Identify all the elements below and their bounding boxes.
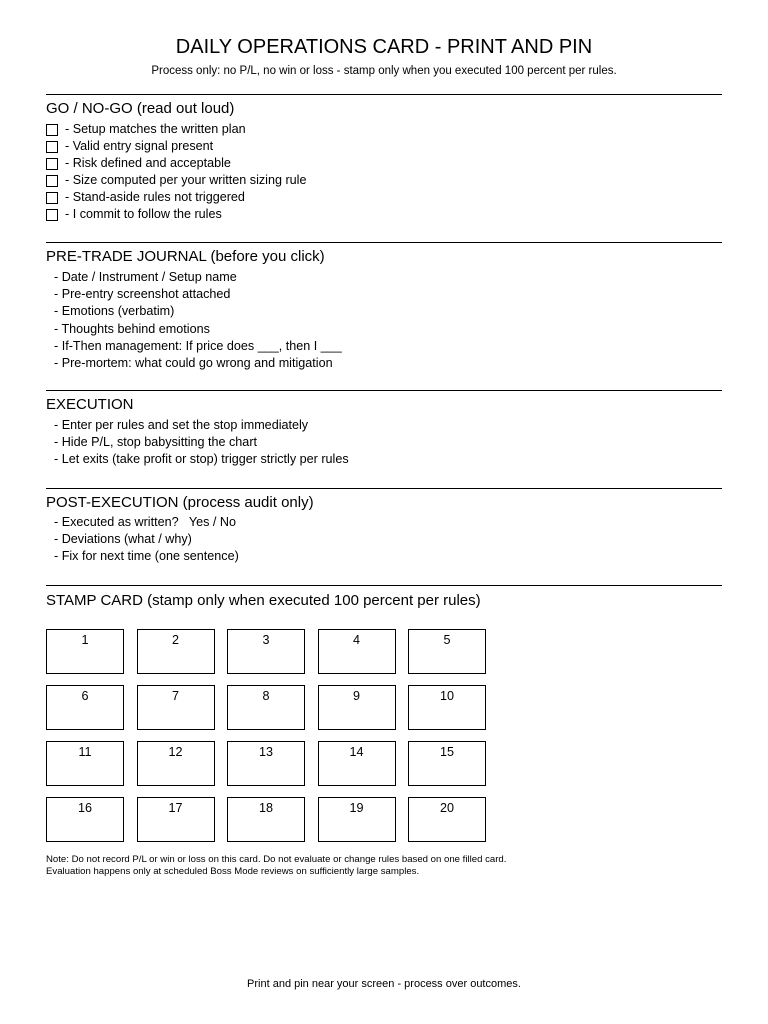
note-line: Note: Do not record P/L or win or loss on this card. Do not evaluate or change rules based on one filled card. bbox=[46, 854, 507, 865]
stamp-box[interactable]: 3 bbox=[227, 629, 305, 674]
stamp-box[interactable]: 9 bbox=[318, 685, 396, 730]
page-title: DAILY OPERATIONS CARD - PRINT AND PIN bbox=[175, 36, 593, 58]
stamp-box[interactable]: 6 bbox=[46, 685, 124, 730]
go-no-go-checklist bbox=[46, 121, 306, 224]
checklist-item bbox=[46, 189, 306, 206]
checklist-item-label: - Valid entry signal present bbox=[65, 139, 214, 154]
stamp-box[interactable]: 7 bbox=[137, 685, 215, 730]
list-item: - Thoughts behind emotions bbox=[54, 321, 210, 336]
checklist-item bbox=[46, 206, 306, 223]
checklist-item bbox=[46, 172, 306, 189]
list-item: - Hide P/L, stop babysitting the chart bbox=[54, 435, 258, 450]
stamp-box[interactable]: 18 bbox=[227, 797, 305, 842]
checklist-item-label: - I commit to follow the rules bbox=[65, 207, 222, 222]
stamp-box[interactable]: 11 bbox=[46, 741, 124, 786]
checklist-item-label: - Risk defined and acceptable bbox=[65, 156, 231, 171]
checklist-item-label: - Stand-aside rules not triggered bbox=[65, 190, 245, 205]
pre-trade-list bbox=[54, 269, 342, 372]
section-divider bbox=[46, 390, 722, 391]
checklist-item bbox=[46, 138, 306, 155]
checkbox[interactable] bbox=[46, 141, 58, 153]
pre-trade-heading: PRE-TRADE JOURNAL (before you click) bbox=[46, 248, 325, 265]
checkbox[interactable] bbox=[46, 175, 58, 187]
go-no-go-heading: GO / NO-GO (read out loud) bbox=[46, 100, 235, 117]
section-divider bbox=[46, 585, 722, 586]
list-item: - Executed as written? Yes / No bbox=[54, 515, 237, 529]
list-item: - Fix for next time (one sentence) bbox=[54, 549, 239, 564]
stamp-box[interactable]: 2 bbox=[137, 629, 215, 674]
checklist-item bbox=[46, 121, 306, 138]
stamp-box[interactable]: 12 bbox=[137, 741, 215, 786]
stamp-box[interactable]: 5 bbox=[408, 629, 486, 674]
checkbox[interactable] bbox=[46, 158, 58, 170]
checkbox[interactable] bbox=[46, 192, 58, 204]
post-execution-heading: POST-EXECUTION (process audit only) bbox=[46, 494, 314, 511]
checklist-item-label: - Setup matches the written plan bbox=[65, 122, 246, 136]
stamp-card-heading: STAMP CARD (stamp only when executed 100 percent per rules) bbox=[46, 592, 481, 609]
stamp-box[interactable]: 14 bbox=[318, 741, 396, 786]
list-item: - Enter per rules and set the stop immediately bbox=[54, 418, 309, 432]
checkbox[interactable] bbox=[46, 124, 58, 136]
stamp-box[interactable]: 10 bbox=[408, 685, 486, 730]
stamp-box[interactable]: 17 bbox=[137, 797, 215, 842]
post-execution-list bbox=[54, 514, 239, 566]
list-item: - If-Then management: If price does ___, then I ___ bbox=[54, 338, 342, 353]
checklist-item bbox=[46, 155, 306, 172]
page-footer: Print and pin near your screen - process over outcomes. bbox=[247, 978, 521, 990]
stamp-box[interactable]: 1 bbox=[46, 629, 124, 674]
checklist-item-label: - Size computed per your written sizing rule bbox=[65, 173, 307, 188]
section-divider bbox=[46, 94, 722, 95]
execution-heading: EXECUTION bbox=[46, 396, 134, 413]
stamp-box[interactable]: 8 bbox=[227, 685, 305, 730]
section-divider bbox=[46, 242, 722, 243]
stamp-grid bbox=[46, 629, 486, 842]
list-item: - Date / Instrument / Setup name bbox=[54, 270, 237, 284]
list-item: - Pre-entry screenshot attached bbox=[54, 287, 231, 302]
stamp-box[interactable]: 19 bbox=[318, 797, 396, 842]
checkbox[interactable] bbox=[46, 209, 58, 221]
execution-list bbox=[54, 417, 349, 469]
list-item: - Deviations (what / why) bbox=[54, 532, 192, 547]
section-divider bbox=[46, 488, 722, 489]
note-line: Evaluation happens only at scheduled Boss Mode reviews on sufficiently large samples. bbox=[46, 866, 420, 878]
list-item: - Pre-mortem: what could go wrong and mitigation bbox=[54, 355, 333, 370]
stamp-box[interactable]: 15 bbox=[408, 741, 486, 786]
stamp-box[interactable]: 4 bbox=[318, 629, 396, 674]
list-item: - Let exits (take profit or stop) trigger strictly per rules bbox=[54, 452, 349, 467]
page-subtitle: Process only: no P/L, no win or loss - stamp only when you executed 100 percent per rules. bbox=[151, 65, 617, 77]
stamp-box[interactable]: 20 bbox=[408, 797, 486, 842]
stamp-box[interactable]: 13 bbox=[227, 741, 305, 786]
list-item: - Emotions (verbatim) bbox=[54, 304, 175, 319]
stamp-box[interactable]: 16 bbox=[46, 797, 124, 842]
stamp-card-note bbox=[46, 854, 506, 879]
